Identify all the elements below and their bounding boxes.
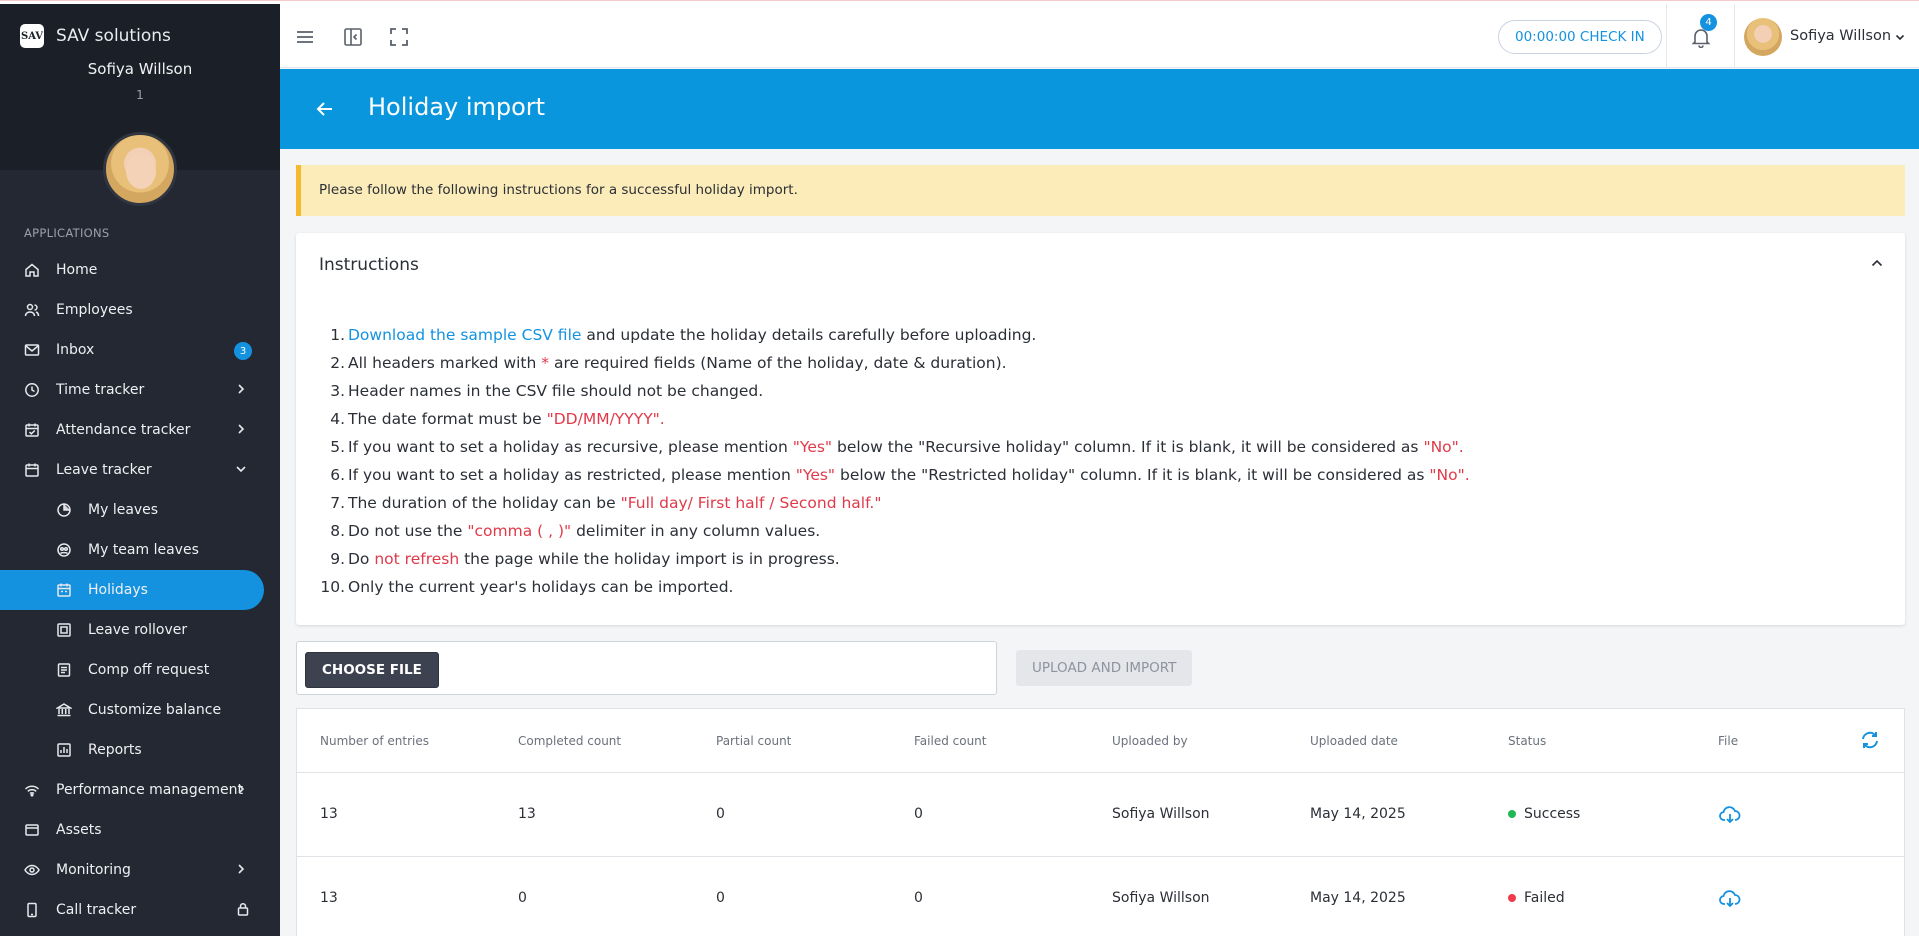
instruction-item: 3. Header names in the CSV file should not be changed. xyxy=(330,382,764,400)
page-title: Holiday import xyxy=(368,93,546,121)
brand-name: SAV solutions xyxy=(56,26,171,46)
highlight-text: "comma ( , )" xyxy=(467,522,572,540)
sidebar-item-label: Attendance tracker xyxy=(56,422,191,438)
bank-icon xyxy=(56,702,72,718)
sidebar-item-reports[interactable] xyxy=(0,730,280,770)
instruction-text: All headers marked with xyxy=(348,354,542,372)
fullscreen-icon[interactable] xyxy=(388,26,410,48)
instruction-text: and update the holiday details carefully before uploading. xyxy=(581,326,1037,344)
instruction-text: below the "Recursive holiday" column. If it is blank, it will be considered as xyxy=(832,438,1424,456)
cell-partial: 0 xyxy=(716,806,725,822)
cell-entries: 13 xyxy=(320,806,338,822)
column-header: Failed count xyxy=(914,734,987,748)
assets-icon xyxy=(24,822,40,838)
calendar-check-icon xyxy=(24,422,40,438)
column-header: Partial count xyxy=(716,734,792,748)
column-header: Uploaded by xyxy=(1112,734,1188,748)
top-user-name[interactable]: Sofiya Willson xyxy=(1790,28,1892,44)
cloud-download-icon[interactable] xyxy=(1718,887,1742,911)
cell-completed: 13 xyxy=(518,806,536,822)
section-label: APPLICATIONS xyxy=(24,226,110,240)
sidebar-item-performance-management[interactable] xyxy=(0,770,280,810)
sidebar-item-assets[interactable] xyxy=(0,810,280,850)
instruction-item: 6. If you want to set a holiday as restricted, please mention "Yes" below the "Restricted holiday" column. If it is blank, it will be considered as "No". xyxy=(330,466,1470,484)
sidebar-item-attendance-tracker[interactable] xyxy=(0,410,280,450)
instruction-text: Do xyxy=(348,550,375,568)
upload-and-import-button[interactable]: UPLOAD AND IMPORT xyxy=(1016,650,1192,686)
eye-icon xyxy=(24,862,40,878)
column-header: Status xyxy=(1508,734,1547,748)
download-sample-link[interactable]: Download the sample CSV file xyxy=(348,326,582,344)
back-arrow-icon[interactable] xyxy=(314,98,336,120)
sidebar-toggle-icon[interactable] xyxy=(342,26,364,48)
cell-failed: 0 xyxy=(914,890,923,906)
file-input-field[interactable] xyxy=(296,641,997,695)
sidebar-item-employees[interactable] xyxy=(0,290,280,330)
sidebar-item-label: Comp off request xyxy=(88,662,210,678)
sidebar-item-time-tracker[interactable] xyxy=(0,370,280,410)
cell-uploaded-date: May 14, 2025 xyxy=(1310,806,1406,822)
sidebar-item-label: Reports xyxy=(88,742,142,758)
cell-uploaded-by: Sofiya Willson xyxy=(1112,806,1210,822)
chevron-right-icon xyxy=(234,862,248,876)
required-marker: * xyxy=(541,354,550,372)
status-badge xyxy=(1508,806,1580,822)
instructions-list xyxy=(320,321,1470,601)
sidebar-item-label: Leave rollover xyxy=(88,622,188,638)
instruction-item: 1. Download the sample CSV file and update the holiday details carefully before uploading. xyxy=(330,326,1037,344)
chevron-right-icon xyxy=(234,382,248,396)
sidebar-item-label: Time tracker xyxy=(56,382,145,398)
chevron-up-icon[interactable] xyxy=(1869,255,1885,271)
performance-icon xyxy=(24,782,40,798)
sidebar-item-label: Monitoring xyxy=(56,862,131,878)
status-dot xyxy=(1508,894,1516,902)
cell-uploaded-date: May 14, 2025 xyxy=(1310,890,1406,906)
cell-failed: 0 xyxy=(914,806,923,822)
calendar-icon xyxy=(24,462,40,478)
sidebar-item-label: Performance management xyxy=(56,782,243,798)
calendar-small-icon xyxy=(56,582,72,598)
instruction-item: 5. If you want to set a holiday as recursive, please mention "Yes" below the "Recursive holiday" column. If it is blank, it will be considered as "No". xyxy=(330,438,1464,456)
cloud-download-icon[interactable] xyxy=(1718,803,1742,827)
brand-logo: SAV xyxy=(20,24,44,48)
table-row xyxy=(297,857,1904,936)
notification-badge: 4 xyxy=(1700,14,1717,31)
document-icon xyxy=(56,662,72,678)
status-text: Failed xyxy=(1524,890,1565,906)
menu-icon[interactable] xyxy=(294,26,316,48)
table-row xyxy=(297,773,1904,857)
team-icon xyxy=(56,542,72,558)
choose-file-button[interactable]: CHOOSE FILE xyxy=(305,652,439,688)
instruction-text: Header names in the CSV file should not be changed. xyxy=(348,382,764,400)
instruction-text: are required fields (Name of the holiday, date & duration). xyxy=(549,354,1007,372)
highlight-text: "DD/MM/YYYY". xyxy=(546,410,665,428)
sidebar-item-my-team-leaves[interactable] xyxy=(0,530,280,570)
instruction-text: Do not use the xyxy=(348,522,468,540)
column-header: File xyxy=(1718,734,1739,748)
instruction-text: below the "Restricted holiday" column. If it is blank, it will be considered as xyxy=(835,466,1430,484)
phone-icon xyxy=(24,902,40,918)
table-header-row xyxy=(297,709,1904,773)
sidebar-item-customize-balance[interactable] xyxy=(0,690,280,730)
sidebar-item-inbox[interactable] xyxy=(0,330,280,370)
highlight-text: "Full day/ First half / Second half." xyxy=(620,494,882,512)
cell-completed: 0 xyxy=(518,890,527,906)
chevron-down-icon[interactable] xyxy=(1894,31,1906,43)
sidebar-nav xyxy=(0,250,280,930)
mail-icon xyxy=(24,342,40,358)
instruction-item: 4. The date format must be "DD/MM/YYYY". xyxy=(330,410,665,428)
report-icon xyxy=(56,742,72,758)
instructions-title: Instructions xyxy=(319,255,419,275)
sidebar-item-home[interactable] xyxy=(0,250,280,290)
sidebar-item-leave-tracker[interactable] xyxy=(0,450,280,490)
cell-partial: 0 xyxy=(716,890,725,906)
sidebar-item-holidays[interactable] xyxy=(0,570,264,610)
chevron-right-icon xyxy=(234,782,248,796)
top-bar xyxy=(280,4,1919,68)
instruction-item: 2. All headers marked with * are required fields (Name of the holiday, date & duration). xyxy=(330,354,1007,372)
sidebar-user-id: 1 xyxy=(136,88,144,102)
sidebar-item-label: Employees xyxy=(56,302,133,318)
sidebar-item-label: Holidays xyxy=(88,582,148,598)
home-icon xyxy=(24,262,40,278)
status-badge xyxy=(1508,890,1565,906)
page-header xyxy=(280,69,1919,149)
sidebar-item-label: My leaves xyxy=(88,502,159,518)
instructions-card xyxy=(296,233,1905,625)
instruction-text: delimiter in any column values. xyxy=(571,522,821,540)
column-header: Uploaded date xyxy=(1310,734,1398,748)
chevron-down-icon xyxy=(234,462,248,476)
instruction-item: 8. Do not use the "comma ( , )" delimiter in any column values. xyxy=(330,522,821,540)
sidebar-item-leave-rollover[interactable] xyxy=(0,610,280,650)
sidebar-item-my-leaves[interactable] xyxy=(0,490,280,530)
instruction-item: 9. Do not refresh the page while the holiday import is in progress. xyxy=(330,550,840,568)
highlight-text: not refresh xyxy=(374,550,460,568)
sidebar-item-label: Inbox xyxy=(56,342,95,358)
divider xyxy=(1734,4,1735,68)
highlight-text: "Yes" xyxy=(792,438,833,456)
sidebar-avatar[interactable] xyxy=(103,132,177,206)
sidebar-item-label: Home xyxy=(56,262,98,278)
cell-entries: 13 xyxy=(320,890,338,906)
divider xyxy=(1666,4,1667,68)
instruction-text: If you want to set a holiday as recursive, please mention xyxy=(348,438,793,456)
status-text: Success xyxy=(1524,806,1581,822)
avatar[interactable] xyxy=(1744,18,1782,56)
cell-uploaded-by: Sofiya Willson xyxy=(1112,890,1210,906)
info-notice: Please follow the following instructions for a successful holiday import. xyxy=(296,165,1905,216)
sidebar-item-label: My team leaves xyxy=(88,542,199,558)
chevron-right-icon xyxy=(234,422,248,436)
instruction-text: The duration of the holiday can be xyxy=(348,494,621,512)
highlight-text: "Yes" xyxy=(795,466,836,484)
sidebar-item-label: Customize balance xyxy=(88,702,222,718)
sidebar-item-label: Assets xyxy=(56,822,102,838)
sidebar xyxy=(0,4,280,936)
lock-icon xyxy=(236,902,250,916)
sidebar-item-label: Call tracker xyxy=(56,902,137,918)
instruction-text: If you want to set a holiday as restricted, please mention xyxy=(348,466,796,484)
top-edge xyxy=(0,0,1919,4)
import-history-table xyxy=(296,708,1905,936)
brand[interactable] xyxy=(20,24,171,48)
status-dot xyxy=(1508,810,1516,818)
rollover-icon xyxy=(56,622,72,638)
pie-icon xyxy=(56,502,72,518)
highlight-text: "No". xyxy=(1429,466,1470,484)
users-icon xyxy=(24,302,40,318)
instruction-item: 10. Only the current year's holidays can be imported. xyxy=(320,578,734,596)
sidebar-item-monitoring[interactable] xyxy=(0,850,280,890)
column-header: Number of entries xyxy=(320,734,429,748)
sidebar-item-comp-off-request[interactable] xyxy=(0,650,280,690)
clock-icon xyxy=(24,382,40,398)
instruction-item: 7. The duration of the holiday can be "Full day/ First half / Second half." xyxy=(330,494,882,512)
sidebar-item-label: Leave tracker xyxy=(56,462,152,478)
highlight-text: "No". xyxy=(1423,438,1464,456)
inbox-badge: 3 xyxy=(234,342,252,360)
instruction-text: Only the current year's holidays can be imported. xyxy=(348,578,734,596)
sidebar-item-call-tracker[interactable] xyxy=(0,890,280,930)
column-header: Completed count xyxy=(518,734,622,748)
sidebar-user-name: Sofiya Willson xyxy=(87,60,193,78)
instruction-text: the page while the holiday import is in progress. xyxy=(459,550,840,568)
refresh-icon[interactable] xyxy=(1859,729,1881,751)
instruction-text: The date format must be xyxy=(348,410,547,428)
check-in-button[interactable]: 00:00:00 CHECK IN xyxy=(1498,20,1662,54)
